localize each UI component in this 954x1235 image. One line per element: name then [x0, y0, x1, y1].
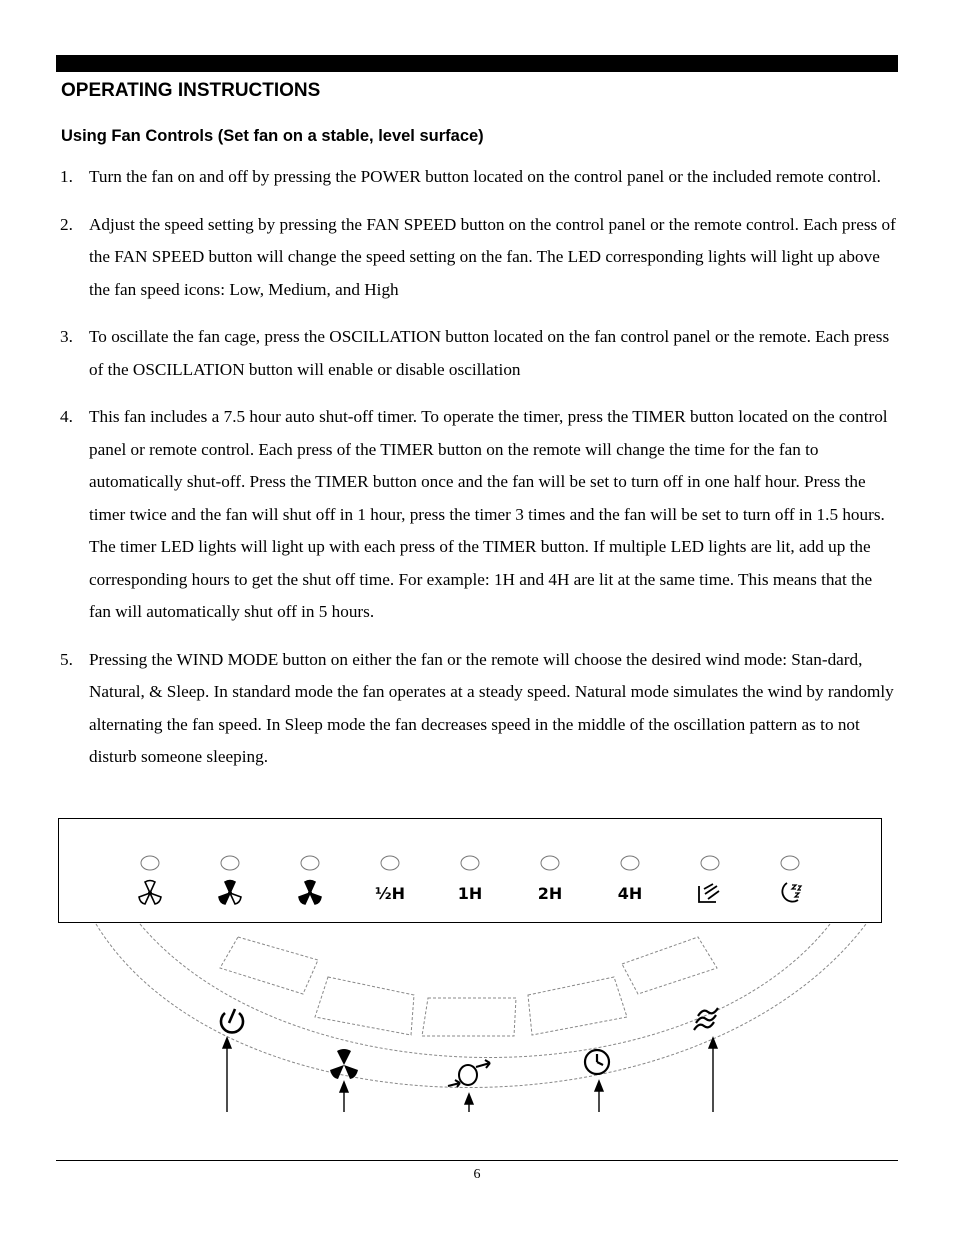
wind-mode-icon [694, 1008, 718, 1030]
panel-outer-arc [96, 924, 866, 1088]
timer-1h-label: 1H [457, 884, 483, 903]
step-text: This fan includes a 7.5 hour auto shut-off timer. To operate the timer, press the TIMER button located on the control panel or remote control. Each press of the TIMER button on the remote will change the time for the fan to automatically shut-off. Press the TIMER button once and the fan will be set to turn off in one half hour. Press the timer twice and the fan will shut off in 1 hour, press the timer 3 times and the fan will be set to turn off in 1.5 hours. The timer LED lights will light up with each press of the TIMER button. If multiple LED lights are lit, add up the corresponding hours to get the shut off time. For example: 1H and 4H are lit at the same time. This means that the fan will automatically shut off in 5 hours. [89, 407, 888, 621]
fan-speed-button-pad[interactable] [315, 977, 414, 1035]
pointer-arrows [223, 1038, 717, 1112]
power-button-pad[interactable] [220, 937, 318, 994]
led-natural-mode [701, 856, 719, 870]
instruction-step [56, 321, 896, 386]
button-pads [220, 937, 717, 1036]
led-timer-1h [461, 856, 479, 870]
fan-speed-icon [330, 1049, 358, 1079]
oscillation-icon [448, 1060, 490, 1087]
timer-button-pad[interactable] [528, 977, 627, 1035]
led-sleep-mode [781, 856, 799, 870]
led-medium-speed [221, 856, 239, 870]
instruction-step [56, 644, 896, 774]
instruction-list [56, 161, 896, 789]
step-text: Turn the fan on and off by pressing the POWER button located on the control panel or the included remote control. [89, 167, 881, 186]
step-text: Adjust the speed setting by pressing the FAN SPEED button on the control panel or the remote control. Each press of the FAN SPEED button will change the speed setting on the fan. The LED corresponding lights will light up above the fan speed icons: Low, Medium, and High [89, 214, 896, 299]
instruction-step [56, 209, 896, 307]
wind-mode-button-pad[interactable] [622, 937, 717, 994]
led-timer-2h [541, 856, 559, 870]
led-timer-half-hour [381, 856, 399, 870]
timer-icon [585, 1050, 609, 1074]
page-number: 6 [473, 1167, 481, 1182]
timer-4h-label: 4H [617, 884, 643, 903]
step-number: 3. [60, 327, 73, 346]
step-text: To oscillate the fan cage, press the OSCILLATION button located on the fan control panel or the remote. Each press of the OSCILLATION button will enable or disable oscillation [89, 327, 890, 379]
step-number: 1. [60, 167, 73, 186]
led-timer-4h [621, 856, 639, 870]
step-number: 5. [60, 649, 73, 669]
oscillation-button-pad[interactable] [422, 998, 516, 1036]
power-icon [221, 1009, 243, 1032]
instruction-step [56, 161, 896, 194]
footer-rule [56, 1160, 898, 1161]
led-high-speed [301, 856, 319, 870]
subsection-title: Using Fan Controls (Set fan on a stable, level surface) [61, 127, 484, 145]
control-panel-diagram [0, 812, 954, 1122]
step-number: 2. [60, 214, 73, 234]
panel-inner-arc [140, 924, 830, 1058]
step-number: 4. [60, 407, 73, 426]
timer-half-hour-label: ½H [375, 884, 405, 903]
instruction-step [56, 401, 896, 629]
timer-2h-label: 2H [537, 884, 563, 903]
header-rule [56, 55, 898, 72]
step-text: Pressing the WIND MODE button on either the fan or the remote will choose the desired wind mode: Stan-dard, Natural, & Sleep. In standard mode the fan operates at a steady speed. Natural mode simulates the wind by randomly alternating the fan speed. In Sleep mode the fan decreases speed in the middle of the oscillation pattern as to not disturb someone sleeping. [89, 649, 894, 766]
led-low-speed [141, 856, 159, 870]
section-title: OPERATING INSTRUCTIONS [61, 80, 321, 101]
